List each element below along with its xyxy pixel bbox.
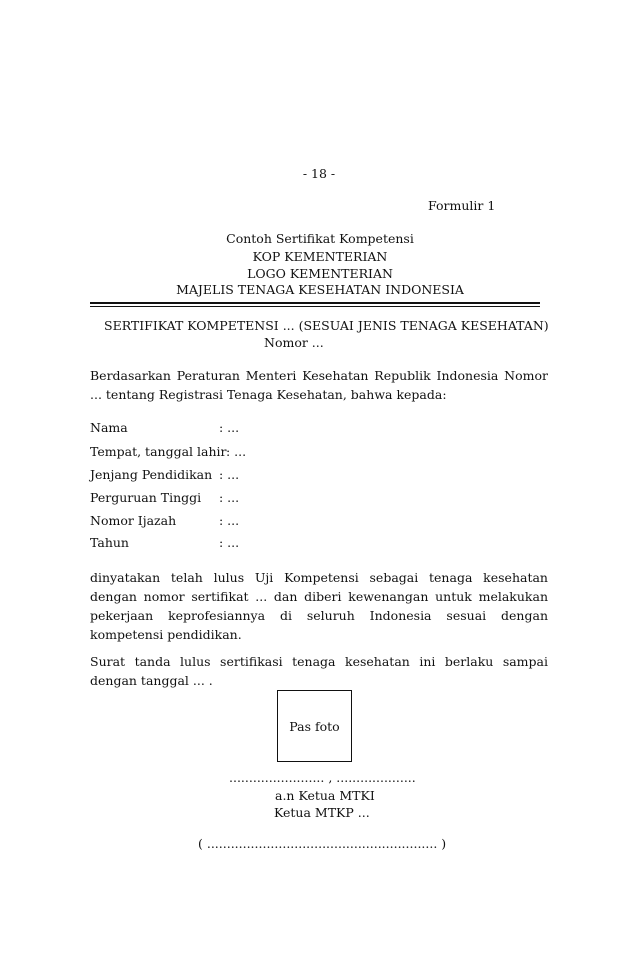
certificate-title: SERTIFIKAT KOMPETENSI ... (SESUAI JENIS TENAGA KESEHATAN) [104, 318, 549, 333]
validity-paragraph: Surat tanda lulus sertifikasi tenaga kesehatan ini berlaku sampai dengan tanggal ... . [90, 654, 548, 688]
field-value-diploma-number: : ... [219, 513, 240, 528]
field-label-birth: Tempat, tanggal lahir [90, 444, 227, 459]
field-label-year: Tahun [90, 535, 129, 550]
field-value-education-level: : ... [219, 467, 240, 482]
header-divider-thick [90, 302, 540, 304]
page-number: - 18 - [302, 166, 336, 181]
field-value-birth: : ... [226, 444, 247, 459]
ministry-letterhead: KOP KEMENTERIAN [252, 249, 388, 264]
signature-name-placeholder: ( .......................................................... ) [198, 836, 447, 851]
photo-box [277, 690, 352, 762]
ministry-logo-label: LOGO KEMENTERIAN [247, 266, 393, 281]
form-label: Formulir 1 [428, 198, 496, 213]
field-value-name: : ... [219, 420, 240, 435]
field-label-education-level: Jenjang Pendidikan [90, 467, 213, 482]
field-label-university: Perguruan Tinggi [90, 490, 202, 505]
sample-title: Contoh Sertifikat Kompetensi [226, 231, 414, 246]
field-label-diploma-number: Nomor Ijazah [90, 513, 177, 528]
certificate-number: Nomor ... [264, 335, 324, 350]
field-value-year: : ... [219, 535, 240, 550]
intro-paragraph: Berdasarkan Peraturan Menteri Kesehatan Republik Indonesia Nomor ... tentang Registrasi Tenaga Kesehatan, bahwa kepada: [90, 368, 548, 402]
field-value-university: : ... [219, 490, 240, 505]
header-divider-thin [90, 306, 540, 307]
signature-title: Ketua MTKP ... [274, 805, 370, 820]
field-label-name: Nama [90, 420, 128, 435]
council-name: MAJELIS TENAGA KESEHATAN INDONESIA [176, 282, 464, 297]
statement-paragraph: dinyatakan telah lulus Uji Kompetensi sebagai tenaga kesehatan dengan nomor sertifikat ... dan diberi kewenangan untuk melakukan pekerjaan keprofesiannya di seluruh Indonesia sesuai dengan kompetensi pendidikan. [90, 570, 548, 642]
photo-label: Pas foto [289, 718, 340, 734]
signature-place-date: ........................ , .................... [229, 770, 416, 785]
signature-on-behalf: a.n Ketua MTKI [275, 788, 375, 803]
